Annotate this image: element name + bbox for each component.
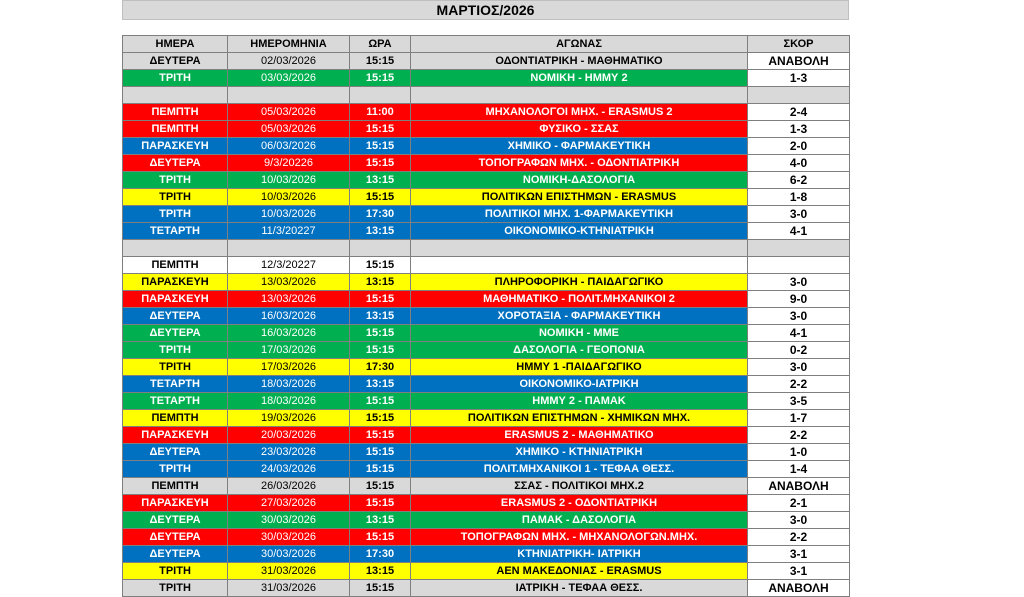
day-cell: ΤΡΙΤΗ <box>123 563 228 580</box>
score-cell: 2-1 <box>748 495 850 512</box>
time-cell: 15:15 <box>350 529 411 546</box>
day-cell: ΔΕΥΤΕΡΑ <box>123 529 228 546</box>
day-cell: ΔΕΥΤΕΡΑ <box>123 308 228 325</box>
day-cell: ΤΡΙΤΗ <box>123 461 228 478</box>
match-cell: ΠΟΛΙΤΙΚΩΝ ΕΠΙΣΤΗΜΩΝ - ΧΗΜΙΚΩΝ ΜΗΧ. <box>411 410 748 427</box>
date-cell: 03/03/2026 <box>228 70 350 87</box>
table-row <box>123 359 850 376</box>
match-cell: ΣΣΑΣ - ΠΟΛΙΤΙΚΟΙ ΜΗΧ.2 <box>411 478 748 495</box>
schedule-sheet <box>122 0 849 595</box>
score-cell: 4-1 <box>748 223 850 240</box>
header-score: ΣΚΟΡ <box>748 36 850 53</box>
time-cell: 13:15 <box>350 376 411 393</box>
time-cell: 15:15 <box>350 461 411 478</box>
time-cell: 17:30 <box>350 359 411 376</box>
day-cell: ΠΕΜΠΤΗ <box>123 410 228 427</box>
table-row <box>123 563 850 580</box>
day-cell: ΔΕΥΤΕΡΑ <box>123 546 228 563</box>
score-cell: 2-2 <box>748 529 850 546</box>
date-cell: 26/03/2026 <box>228 478 350 495</box>
score-cell: 9-0 <box>748 291 850 308</box>
fixtures-body <box>123 53 850 597</box>
match-cell: ΧΟΡΟΤΑΞΙΑ - ΦΑΡΜΑΚΕΥΤΙΚΗ <box>411 308 748 325</box>
separator-cell <box>748 87 850 104</box>
table-row <box>123 478 850 495</box>
match-cell: ΝΟΜΙΚΗ-ΔΑΣΟΛΟΓΙΑ <box>411 172 748 189</box>
match-cell: ΚΤΗΝΙΑΤΡΙΚΗ- ΙΑΤΡΙΚΗ <box>411 546 748 563</box>
day-cell: ΔΕΥΤΕΡΑ <box>123 325 228 342</box>
score-cell: 4-1 <box>748 325 850 342</box>
header-time: ΩΡΑ <box>350 36 411 53</box>
table-row <box>123 291 850 308</box>
table-row <box>123 172 850 189</box>
date-cell: 05/03/2026 <box>228 121 350 138</box>
day-cell: ΠΑΡΑΣΚΕΥΗ <box>123 495 228 512</box>
time-cell: 15:15 <box>350 410 411 427</box>
score-cell: 2-0 <box>748 138 850 155</box>
match-cell: ΤΟΠΟΓΡΑΦΩΝ ΜΗΧ. - ΟΔΟΝΤΙΑΤΡΙΚΗ <box>411 155 748 172</box>
match-cell: ΠΟΛΙΤΙΚΩΝ ΕΠΙΣΤΗΜΩΝ - ERASMUS <box>411 189 748 206</box>
match-cell: ERASMUS 2 - ΜΑΘΗΜΑΤΙΚΟ <box>411 427 748 444</box>
date-cell: 31/03/2026 <box>228 563 350 580</box>
date-cell: 24/03/2026 <box>228 461 350 478</box>
table-row <box>123 257 850 274</box>
match-cell: ΧΗΜΙΚΟ - ΦΑΡΜΑΚΕΥΤΙΚΗ <box>411 138 748 155</box>
score-cell: 3-0 <box>748 206 850 223</box>
date-cell: 11/3/20227 <box>228 223 350 240</box>
table-row <box>123 121 850 138</box>
date-cell: 23/03/2026 <box>228 444 350 461</box>
time-cell: 15:15 <box>350 257 411 274</box>
score-cell: 2-4 <box>748 104 850 121</box>
match-cell <box>411 257 748 274</box>
date-cell: 18/03/2026 <box>228 393 350 410</box>
time-cell: 13:15 <box>350 563 411 580</box>
score-cell: 2-2 <box>748 427 850 444</box>
date-cell: 31/03/2026 <box>228 580 350 597</box>
time-cell: 15:15 <box>350 444 411 461</box>
match-cell: ERASMUS 2 - ΟΔΟΝΤΙΑΤΡΙΚΗ <box>411 495 748 512</box>
day-cell: ΠΕΜΠΤΗ <box>123 121 228 138</box>
time-cell: 15:15 <box>350 478 411 495</box>
time-cell: 17:30 <box>350 206 411 223</box>
table-row <box>123 70 850 87</box>
score-cell: 1-8 <box>748 189 850 206</box>
day-cell: ΠΑΡΑΣΚΕΥΗ <box>123 291 228 308</box>
time-cell: 15:15 <box>350 427 411 444</box>
match-cell: ΑΕΝ ΜΑΚΕΔΟΝΙΑΣ - ERASMUS <box>411 563 748 580</box>
match-cell: ΝΟΜΙΚΗ - ΗΜΜΥ 2 <box>411 70 748 87</box>
time-cell: 15:15 <box>350 342 411 359</box>
time-cell: 13:15 <box>350 274 411 291</box>
date-cell: 30/03/2026 <box>228 512 350 529</box>
match-cell: ΗΜΜΥ 1 -ΠΑΙΔΑΓΩΓΙΚΟ <box>411 359 748 376</box>
match-cell: ΜΑΘΗΜΑΤΙΚΟ - ΠΟΛΙΤ.ΜΗΧΑΝΙΚΟΙ 2 <box>411 291 748 308</box>
header-date: ΗΜΕΡΟΜΗΝΙΑ <box>228 36 350 53</box>
separator-cell <box>228 240 350 257</box>
match-cell: ΠΟΛΙΤ.ΜΗΧΑΝΙΚΟΙ 1 - ΤΕΦΑΑ ΘΕΣΣ. <box>411 461 748 478</box>
time-cell: 13:15 <box>350 512 411 529</box>
score-cell: ΑΝΑΒΟΛΗ <box>748 478 850 495</box>
match-cell: ΠΑΜΑΚ - ΔΑΣΟΛΟΓΙΑ <box>411 512 748 529</box>
score-cell: 1-3 <box>748 121 850 138</box>
header-day: ΗΜΕΡΑ <box>123 36 228 53</box>
match-cell: ΟΔΟΝΤΙΑΤΡΙΚΗ - ΜΑΘΗΜΑΤΙΚΟ <box>411 53 748 70</box>
score-cell: 1-0 <box>748 444 850 461</box>
day-cell: ΔΕΥΤΕΡΑ <box>123 512 228 529</box>
score-cell: ΑΝΑΒΟΛΗ <box>748 53 850 70</box>
table-row <box>123 104 850 121</box>
score-cell: 3-0 <box>748 274 850 291</box>
date-cell: 02/03/2026 <box>228 53 350 70</box>
time-cell: 15:15 <box>350 70 411 87</box>
table-row <box>123 325 850 342</box>
spacer-row <box>122 20 849 35</box>
date-cell: 10/03/2026 <box>228 189 350 206</box>
time-cell: 15:15 <box>350 189 411 206</box>
date-cell: 13/03/2026 <box>228 291 350 308</box>
date-cell: 05/03/2026 <box>228 104 350 121</box>
separator-cell <box>748 240 850 257</box>
score-cell: 2-2 <box>748 376 850 393</box>
score-cell: 1-7 <box>748 410 850 427</box>
match-cell: ΜΗΧΑΝΟΛΟΓΟΙ ΜΗΧ. - ERASMUS 2 <box>411 104 748 121</box>
separator-row <box>123 87 850 104</box>
separator-cell <box>411 87 748 104</box>
table-row <box>123 393 850 410</box>
separator-cell <box>123 240 228 257</box>
separator-cell <box>350 87 411 104</box>
table-row <box>123 223 850 240</box>
day-cell: ΤΕΤΑΡΤΗ <box>123 376 228 393</box>
match-cell: ΠΟΛΙΤΙΚΟΙ ΜΗΧ. 1-ΦΑΡΜΑΚΕΥΤΙΚΗ <box>411 206 748 223</box>
match-cell: ΟΙΚΟΝΟΜΙΚΟ-ΚΤΗΝΙΑΤΡΙΚΗ <box>411 223 748 240</box>
day-cell: ΠΕΜΠΤΗ <box>123 478 228 495</box>
time-cell: 15:15 <box>350 393 411 410</box>
day-cell: ΔΕΥΤΕΡΑ <box>123 155 228 172</box>
time-cell: 11:00 <box>350 104 411 121</box>
match-cell: ΝΟΜΙΚΗ - ΜΜΕ <box>411 325 748 342</box>
date-cell: 9/3/20226 <box>228 155 350 172</box>
table-row <box>123 189 850 206</box>
separator-row <box>123 240 850 257</box>
day-cell: ΤΡΙΤΗ <box>123 359 228 376</box>
table-row <box>123 495 850 512</box>
match-cell: ΔΑΣΟΛΟΓΙΑ - ΓΕΟΠΟΝΙΑ <box>411 342 748 359</box>
match-cell: ΗΜΜΥ 2 - ΠΑΜΑΚ <box>411 393 748 410</box>
day-cell: ΤΡΙΤΗ <box>123 189 228 206</box>
table-row <box>123 444 850 461</box>
separator-cell <box>228 87 350 104</box>
table-row <box>123 376 850 393</box>
header-match: ΑΓΩΝΑΣ <box>411 36 748 53</box>
date-cell: 16/03/2026 <box>228 308 350 325</box>
separator-cell <box>123 87 228 104</box>
time-cell: 15:15 <box>350 53 411 70</box>
date-cell: 16/03/2026 <box>228 325 350 342</box>
table-row <box>123 427 850 444</box>
time-cell: 15:15 <box>350 580 411 597</box>
day-cell: ΤΡΙΤΗ <box>123 342 228 359</box>
score-cell: 0-2 <box>748 342 850 359</box>
score-cell: 3-5 <box>748 393 850 410</box>
time-cell: 17:30 <box>350 546 411 563</box>
table-row <box>123 529 850 546</box>
match-cell: ΙΑΤΡΙΚΗ - ΤΕΦΑΑ ΘΕΣΣ. <box>411 580 748 597</box>
score-cell: ΑΝΑΒΟΛΗ <box>748 580 850 597</box>
date-cell: 06/03/2026 <box>228 138 350 155</box>
day-cell: ΤΕΤΑΡΤΗ <box>123 223 228 240</box>
date-cell: 20/03/2026 <box>228 427 350 444</box>
score-cell: 3-0 <box>748 359 850 376</box>
score-cell: 3-1 <box>748 563 850 580</box>
date-cell: 17/03/2026 <box>228 359 350 376</box>
table-row <box>123 155 850 172</box>
match-cell: ΧΗΜΙΚΟ - ΚΤΗΝΙΑΤΡΙΚΗ <box>411 444 748 461</box>
day-cell: ΤΡΙΤΗ <box>123 70 228 87</box>
score-cell: 3-1 <box>748 546 850 563</box>
date-cell: 13/03/2026 <box>228 274 350 291</box>
match-cell: ΦΥΣΙΚΟ - ΣΣΑΣ <box>411 121 748 138</box>
day-cell: ΠΕΜΠΤΗ <box>123 257 228 274</box>
table-row <box>123 546 850 563</box>
day-cell: ΔΕΥΤΕΡΑ <box>123 444 228 461</box>
table-row <box>123 461 850 478</box>
score-cell: 4-0 <box>748 155 850 172</box>
date-cell: 30/03/2026 <box>228 529 350 546</box>
date-cell: 19/03/2026 <box>228 410 350 427</box>
score-cell: 3-0 <box>748 308 850 325</box>
table-row <box>123 342 850 359</box>
day-cell: ΠΑΡΑΣΚΕΥΗ <box>123 427 228 444</box>
day-cell: ΠΑΡΑΣΚΕΥΗ <box>123 274 228 291</box>
score-cell <box>748 257 850 274</box>
date-cell: 10/03/2026 <box>228 172 350 189</box>
fixtures-table <box>122 35 850 597</box>
score-cell: 3-0 <box>748 512 850 529</box>
table-row <box>123 206 850 223</box>
time-cell: 15:15 <box>350 495 411 512</box>
time-cell: 13:15 <box>350 172 411 189</box>
match-cell: ΠΛΗΡΟΦΟΡΙΚΗ - ΠΑΙΔΑΓΩΓΙΚΟ <box>411 274 748 291</box>
day-cell: ΤΕΤΑΡΤΗ <box>123 393 228 410</box>
date-cell: 10/03/2026 <box>228 206 350 223</box>
time-cell: 13:15 <box>350 308 411 325</box>
day-cell: ΠΑΡΑΣΚΕΥΗ <box>123 138 228 155</box>
table-row <box>123 308 850 325</box>
table-row <box>123 580 850 597</box>
day-cell: ΤΡΙΤΗ <box>123 172 228 189</box>
date-cell: 17/03/2026 <box>228 342 350 359</box>
match-cell: ΟΙΚΟΝΟΜΙΚΟ-ΙΑΤΡΙΚΗ <box>411 376 748 393</box>
date-cell: 30/03/2026 <box>228 546 350 563</box>
score-cell: 1-3 <box>748 70 850 87</box>
score-cell: 6-2 <box>748 172 850 189</box>
time-cell: 15:15 <box>350 325 411 342</box>
match-cell: ΤΟΠΟΓΡΑΦΩΝ ΜΗΧ. - ΜΗΧΑΝΟΛΟΓΩΝ.ΜΗΧ. <box>411 529 748 546</box>
separator-cell <box>411 240 748 257</box>
table-row <box>123 274 850 291</box>
table-row <box>123 512 850 529</box>
date-cell: 18/03/2026 <box>228 376 350 393</box>
time-cell: 15:15 <box>350 138 411 155</box>
header-row <box>123 36 850 53</box>
day-cell: ΔΕΥΤΕΡΑ <box>123 53 228 70</box>
time-cell: 15:15 <box>350 155 411 172</box>
score-cell: 1-4 <box>748 461 850 478</box>
date-cell: 27/03/2026 <box>228 495 350 512</box>
time-cell: 15:15 <box>350 291 411 308</box>
day-cell: ΤΡΙΤΗ <box>123 206 228 223</box>
table-row <box>123 138 850 155</box>
day-cell: ΠΕΜΠΤΗ <box>123 104 228 121</box>
separator-cell <box>350 240 411 257</box>
table-row <box>123 410 850 427</box>
time-cell: 13:15 <box>350 223 411 240</box>
date-cell: 12/3/20227 <box>228 257 350 274</box>
time-cell: 15:15 <box>350 121 411 138</box>
day-cell: ΤΡΙΤΗ <box>123 580 228 597</box>
sheet-title: ΜΑΡΤΙΟΣ/2026 <box>122 0 849 20</box>
table-row <box>123 53 850 70</box>
